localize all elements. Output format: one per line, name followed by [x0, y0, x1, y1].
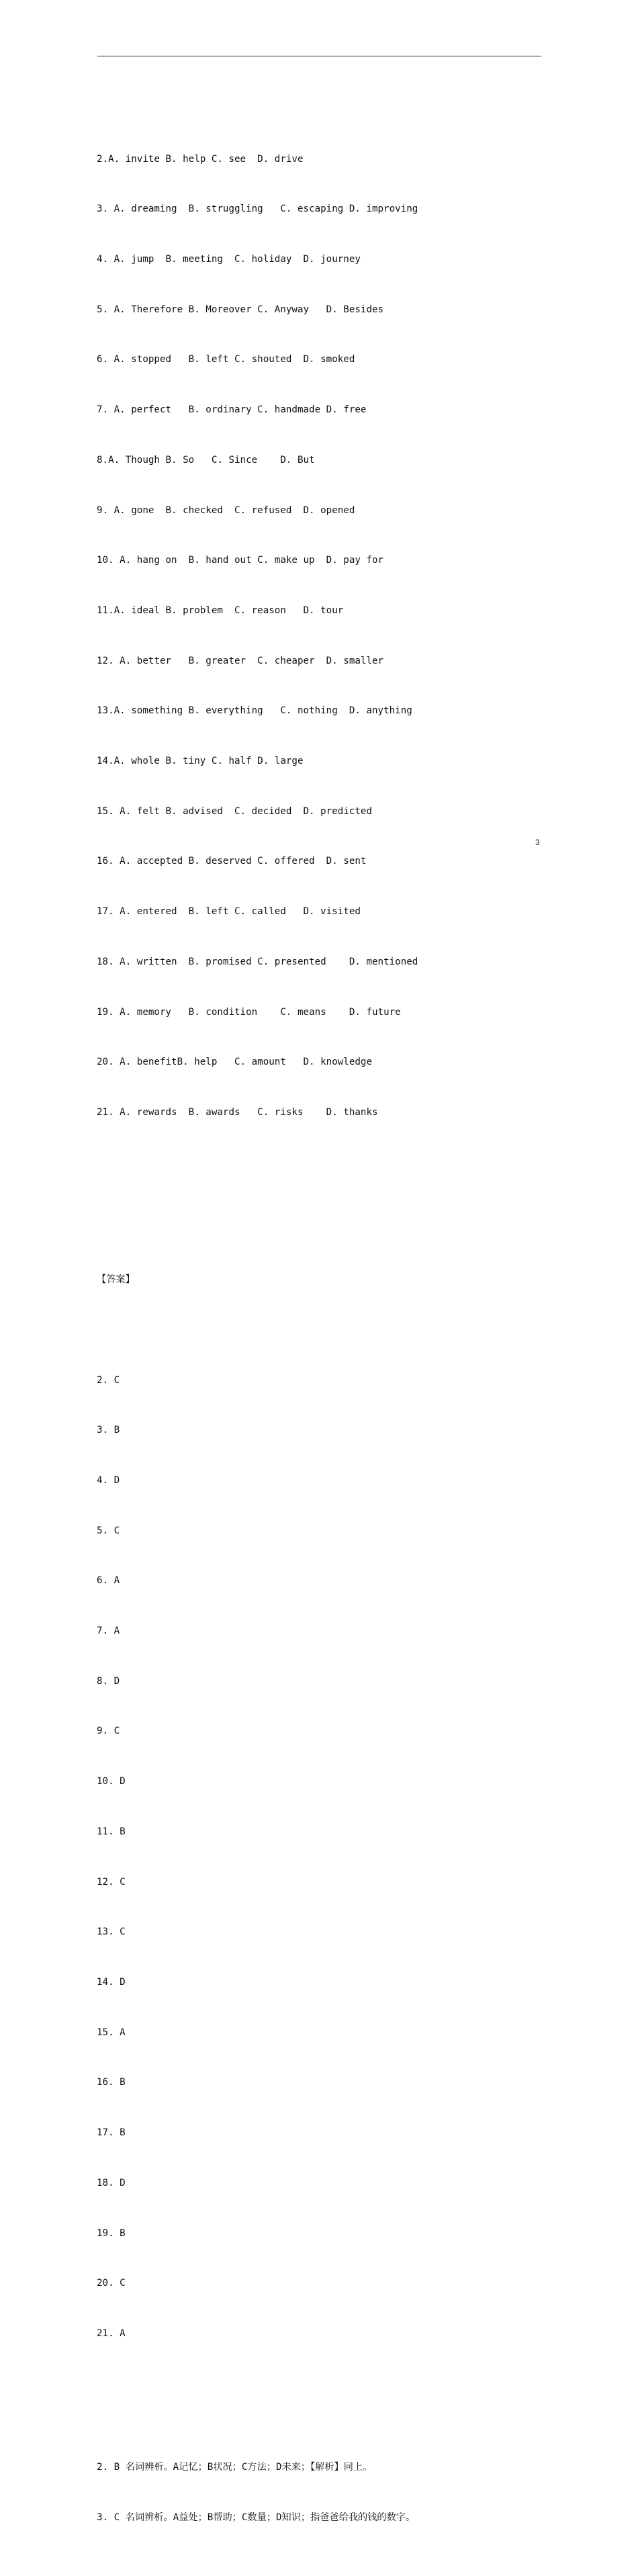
question-line: 12. A. better B. greater C. cheaper D. smaller: [97, 655, 384, 666]
answer-line: 17. B: [97, 2127, 126, 2139]
question-line: 11.A. ideal B. problem C. reason D. tour: [97, 605, 344, 616]
question-line: 9. A. gone B. checked C. refused D. opened: [97, 504, 355, 516]
question-line: 17. A. entered B. left C. called D. visited: [97, 906, 361, 918]
explanation-line: 3. C 名词辨析。A益处；B帮助；C数量；D知识；指爸爸给我的钱的数字。: [97, 2512, 416, 2523]
answer-line: 20. C: [97, 2278, 126, 2289]
question-line: 16. A. accepted B. deserved C. offered D. sent: [97, 856, 367, 867]
document-body: [97, 84, 553, 2576]
answer-line: 19. B: [97, 2227, 126, 2239]
question-line: 20. A. benefitB. help C. amount D. knowledge: [97, 1057, 372, 1068]
question-line: 5. A. Therefore B. Moreover C. Anyway D. Besides: [97, 304, 384, 315]
question-line: 6. A. stopped B. left C. shouted D. smoked: [97, 354, 355, 365]
page-number: 3: [535, 838, 540, 847]
question-line: 7. A. perfect B. ordinary C. handmade D. free: [97, 404, 367, 416]
question-line: 13.A. something B. everything C. nothing D. anything: [97, 705, 412, 717]
answer-line: 21. A: [97, 2327, 126, 2339]
section-spacer: [97, 1204, 553, 1221]
answer-line: 12. C: [97, 1876, 126, 1887]
explanation-list: [97, 2426, 553, 2559]
answer-line: 5. C: [97, 1525, 120, 1536]
answer-line: 14. D: [97, 1976, 126, 1988]
answer-line: 18. D: [97, 2177, 126, 2188]
answer-line: 8. D: [97, 1675, 120, 1687]
answer-line: 13. C: [97, 1926, 126, 1938]
question-line: 18. A. written B. promised C. presented D. mentioned: [97, 956, 418, 967]
question-line: 14.A. whole B. tiny C. half D. large: [97, 756, 304, 767]
answer-line: 10. D: [97, 1776, 126, 1787]
answer-list: [97, 1339, 553, 2376]
question-line: 19. A. memory B. condition C. means D. future: [97, 1006, 401, 1018]
question-line: 21. A. rewards B. awards C. risks D. thanks: [97, 1106, 378, 1118]
answer-line: 6. A: [97, 1575, 120, 1587]
answer-line: 9. C: [97, 1726, 120, 1737]
answer-heading: 【答案】: [97, 1274, 135, 1286]
question-line: 8.A. Though B. So C. Since D. But: [97, 454, 315, 465]
answer-line: 16. B: [97, 2077, 126, 2088]
answer-line: 2. C: [97, 1374, 120, 1386]
question-line: 15. A. felt B. advised C. decided D. predicted: [97, 805, 372, 817]
explanation-line: 2. B 名词辨析。A记忆；B状况；C方法；D未来；【解析】同上。: [97, 2462, 373, 2473]
question-line: 10. A. hang on B. hand out C. make up D. pay for: [97, 555, 384, 566]
answer-line: 3. B: [97, 1425, 120, 1436]
answer-line: 15. A: [97, 2027, 126, 2038]
question-line: 4. A. jump B. meeting C. holiday D. journey: [97, 254, 361, 265]
question-line: 3. A. dreaming B. struggling C. escaping D. improving: [97, 204, 418, 215]
question-line: 2.A. invite B. help C. see D. drive: [97, 153, 304, 165]
answer-line: 11. B: [97, 1826, 126, 1837]
question-list: [97, 118, 553, 1155]
answer-line: 4. D: [97, 1474, 120, 1486]
answer-line: 7. A: [97, 1626, 120, 1637]
